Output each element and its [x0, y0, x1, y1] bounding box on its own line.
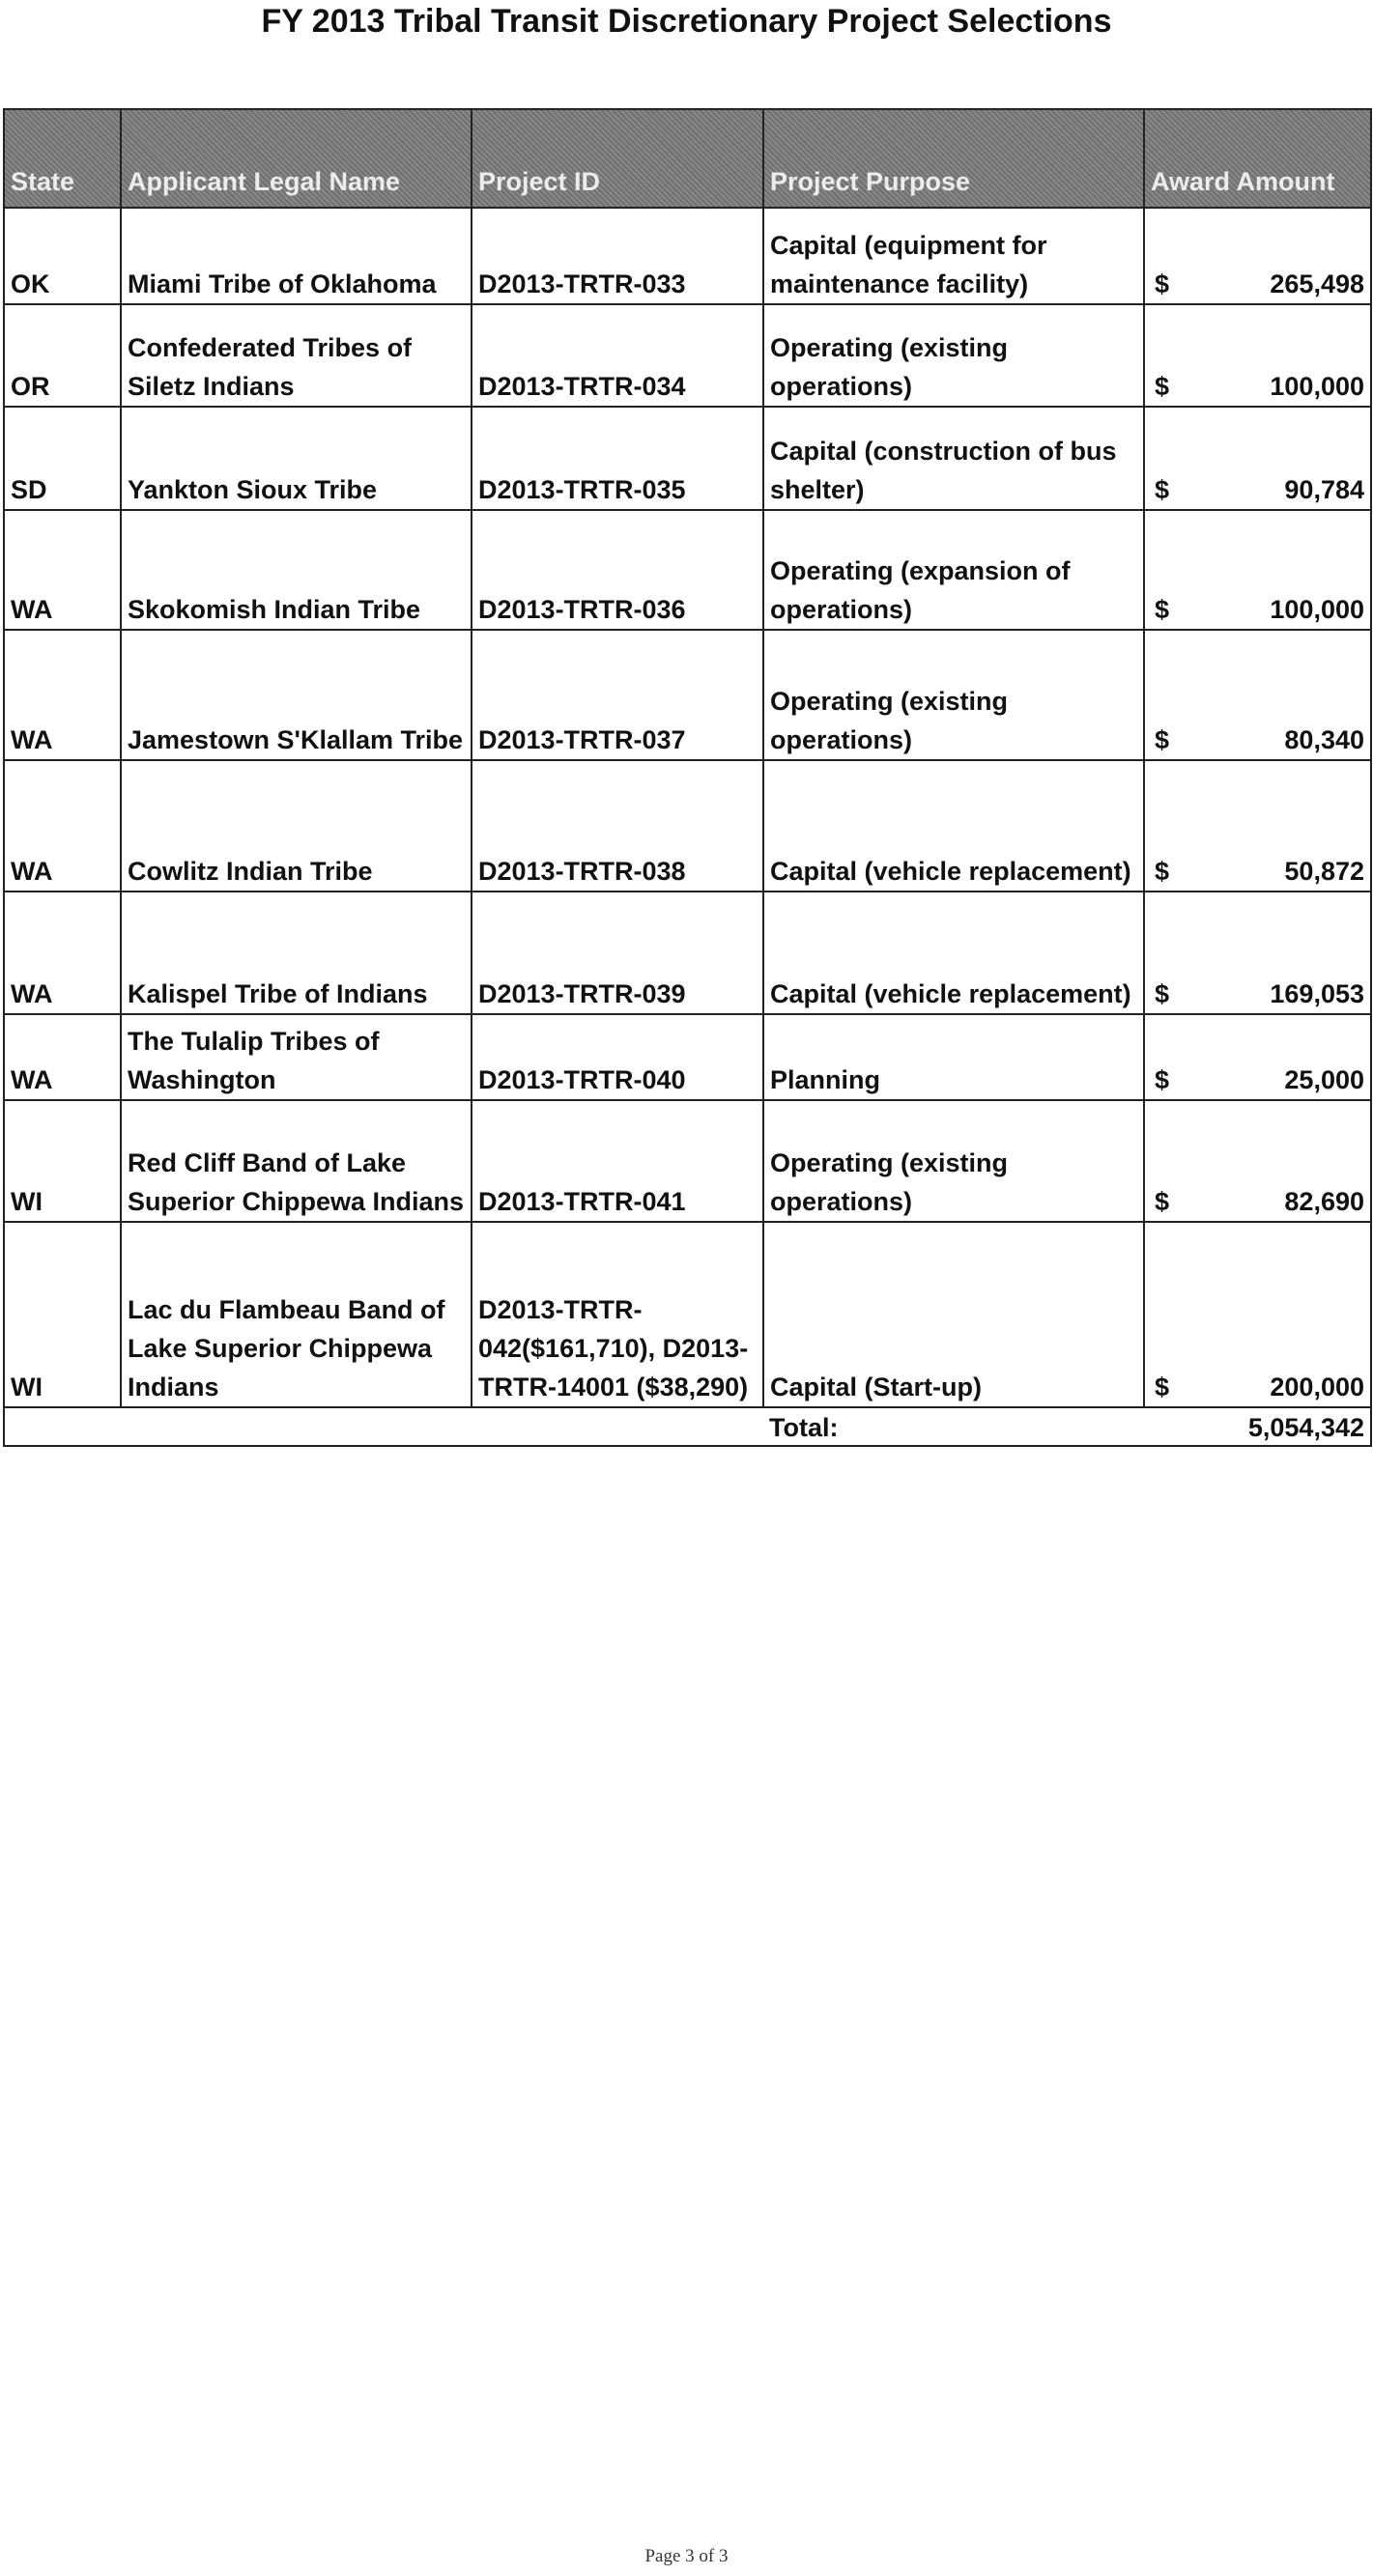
currency-symbol: $	[1155, 1373, 1170, 1401]
award-amount: 90,784	[1284, 475, 1364, 504]
purpose-cell: Operating (expansion of operations)	[763, 510, 1144, 630]
project-id-cell: D2013-TRTR-036	[472, 510, 763, 630]
state-cell: OK	[4, 208, 121, 304]
table-row	[4, 407, 1371, 510]
applicant-cell: Jamestown S'Klallam Tribe	[121, 630, 472, 760]
currency-symbol: $	[1155, 595, 1170, 624]
table-row	[4, 1100, 1371, 1222]
state-cell: WA	[4, 760, 121, 892]
project-id-cell: D2013-TRTR-038	[472, 760, 763, 892]
column-header-state: State	[4, 109, 121, 208]
table-row	[4, 892, 1371, 1014]
award-amount: 100,000	[1270, 372, 1364, 401]
column-header-purpose: Project Purpose	[763, 109, 1144, 208]
table-row	[4, 304, 1371, 407]
purpose-cell: Capital (Start-up)	[763, 1222, 1144, 1407]
table-row	[4, 1222, 1371, 1407]
state-cell: SD	[4, 407, 121, 510]
table-header-row	[4, 109, 1371, 208]
purpose-cell: Capital (equipment for maintenance facility)	[763, 208, 1144, 304]
project-id-cell: D2013-TRTR-034	[472, 304, 763, 407]
award-cell	[1144, 510, 1371, 630]
award-amount: 82,690	[1284, 1187, 1364, 1216]
table-row	[4, 510, 1371, 630]
purpose-cell: Capital (construction of bus shelter)	[763, 407, 1144, 510]
award-cell	[1144, 760, 1371, 892]
total-row	[4, 1407, 1371, 1446]
total-label: Total:	[763, 1407, 1144, 1446]
award-cell	[1144, 892, 1371, 1014]
award-cell	[1144, 1100, 1371, 1222]
state-cell: WA	[4, 630, 121, 760]
applicant-cell: Yankton Sioux Tribe	[121, 407, 472, 510]
purpose-cell: Operating (existing operations)	[763, 630, 1144, 760]
state-cell: WA	[4, 892, 121, 1014]
currency-symbol: $	[1155, 979, 1170, 1008]
currency-symbol: $	[1155, 269, 1170, 298]
purpose-cell: Planning	[763, 1014, 1144, 1100]
table-row	[4, 630, 1371, 760]
award-amount: 200,000	[1270, 1373, 1364, 1401]
currency-symbol: $	[1155, 475, 1170, 504]
applicant-cell: Red Cliff Band of Lake Superior Chippewa Indians	[121, 1100, 472, 1222]
currency-symbol: $	[1155, 1065, 1170, 1094]
award-cell	[1144, 1222, 1371, 1407]
applicant-cell: Lac du Flambeau Band of Lake Superior Chippewa Indians	[121, 1222, 472, 1407]
currency-symbol: $	[1155, 725, 1170, 754]
applicant-cell: Confederated Tribes of Siletz Indians	[121, 304, 472, 407]
award-cell	[1144, 630, 1371, 760]
applicant-cell: Kalispel Tribe of Indians	[121, 892, 472, 1014]
currency-symbol: $	[1155, 1187, 1170, 1216]
purpose-cell: Operating (existing operations)	[763, 304, 1144, 407]
project-id-cell: D2013-TRTR-035	[472, 407, 763, 510]
project-id-cell: D2013-TRTR-040	[472, 1014, 763, 1100]
page-number: Page 3 of 3	[644, 2546, 729, 2566]
column-header-award: Award Amount	[1144, 109, 1371, 208]
total-spacer	[121, 1407, 472, 1446]
state-cell: WI	[4, 1222, 121, 1407]
project-selections-table-container	[3, 108, 1370, 1447]
currency-symbol: $	[1155, 372, 1170, 401]
state-cell: WA	[4, 510, 121, 630]
award-amount: 50,872	[1284, 857, 1364, 886]
purpose-cell: Operating (existing operations)	[763, 1100, 1144, 1222]
applicant-cell: Cowlitz Indian Tribe	[121, 760, 472, 892]
applicant-cell: The Tulalip Tribes of Washington	[121, 1014, 472, 1100]
state-cell: WI	[4, 1100, 121, 1222]
column-header-project-id: Project ID	[472, 109, 763, 208]
state-cell: OR	[4, 304, 121, 407]
award-cell	[1144, 1014, 1371, 1100]
award-cell	[1144, 407, 1371, 510]
project-selections-table	[3, 108, 1372, 1447]
total-spacer	[472, 1407, 763, 1446]
table-row	[4, 1014, 1371, 1100]
award-cell	[1144, 304, 1371, 407]
award-amount: 80,340	[1284, 725, 1364, 754]
column-header-applicant: Applicant Legal Name	[121, 109, 472, 208]
award-amount: 169,053	[1270, 979, 1364, 1008]
purpose-cell: Capital (vehicle replacement)	[763, 760, 1144, 892]
applicant-cell: Miami Tribe of Oklahoma	[121, 208, 472, 304]
purpose-cell: Capital (vehicle replacement)	[763, 892, 1144, 1014]
total-spacer	[4, 1407, 121, 1446]
state-cell: WA	[4, 1014, 121, 1100]
project-id-cell: D2013-TRTR-039	[472, 892, 763, 1014]
award-amount: 265,498	[1270, 269, 1364, 298]
page-title: FY 2013 Tribal Transit Discretionary Project Selections	[261, 3, 1112, 40]
currency-symbol: $	[1155, 857, 1170, 886]
total-value: 5,054,342	[1144, 1407, 1371, 1446]
award-amount: 100,000	[1270, 595, 1364, 624]
applicant-cell: Skokomish Indian Tribe	[121, 510, 472, 630]
project-id-cell: D2013-TRTR-041	[472, 1100, 763, 1222]
project-id-cell: D2013-TRTR-037	[472, 630, 763, 760]
table-row	[4, 208, 1371, 304]
award-amount: 25,000	[1284, 1065, 1364, 1094]
project-id-cell: D2013-TRTR-042($161,710), D2013-TRTR-14001 ($38,290)	[472, 1222, 763, 1407]
project-id-cell: D2013-TRTR-033	[472, 208, 763, 304]
table-row	[4, 760, 1371, 892]
award-cell	[1144, 208, 1371, 304]
